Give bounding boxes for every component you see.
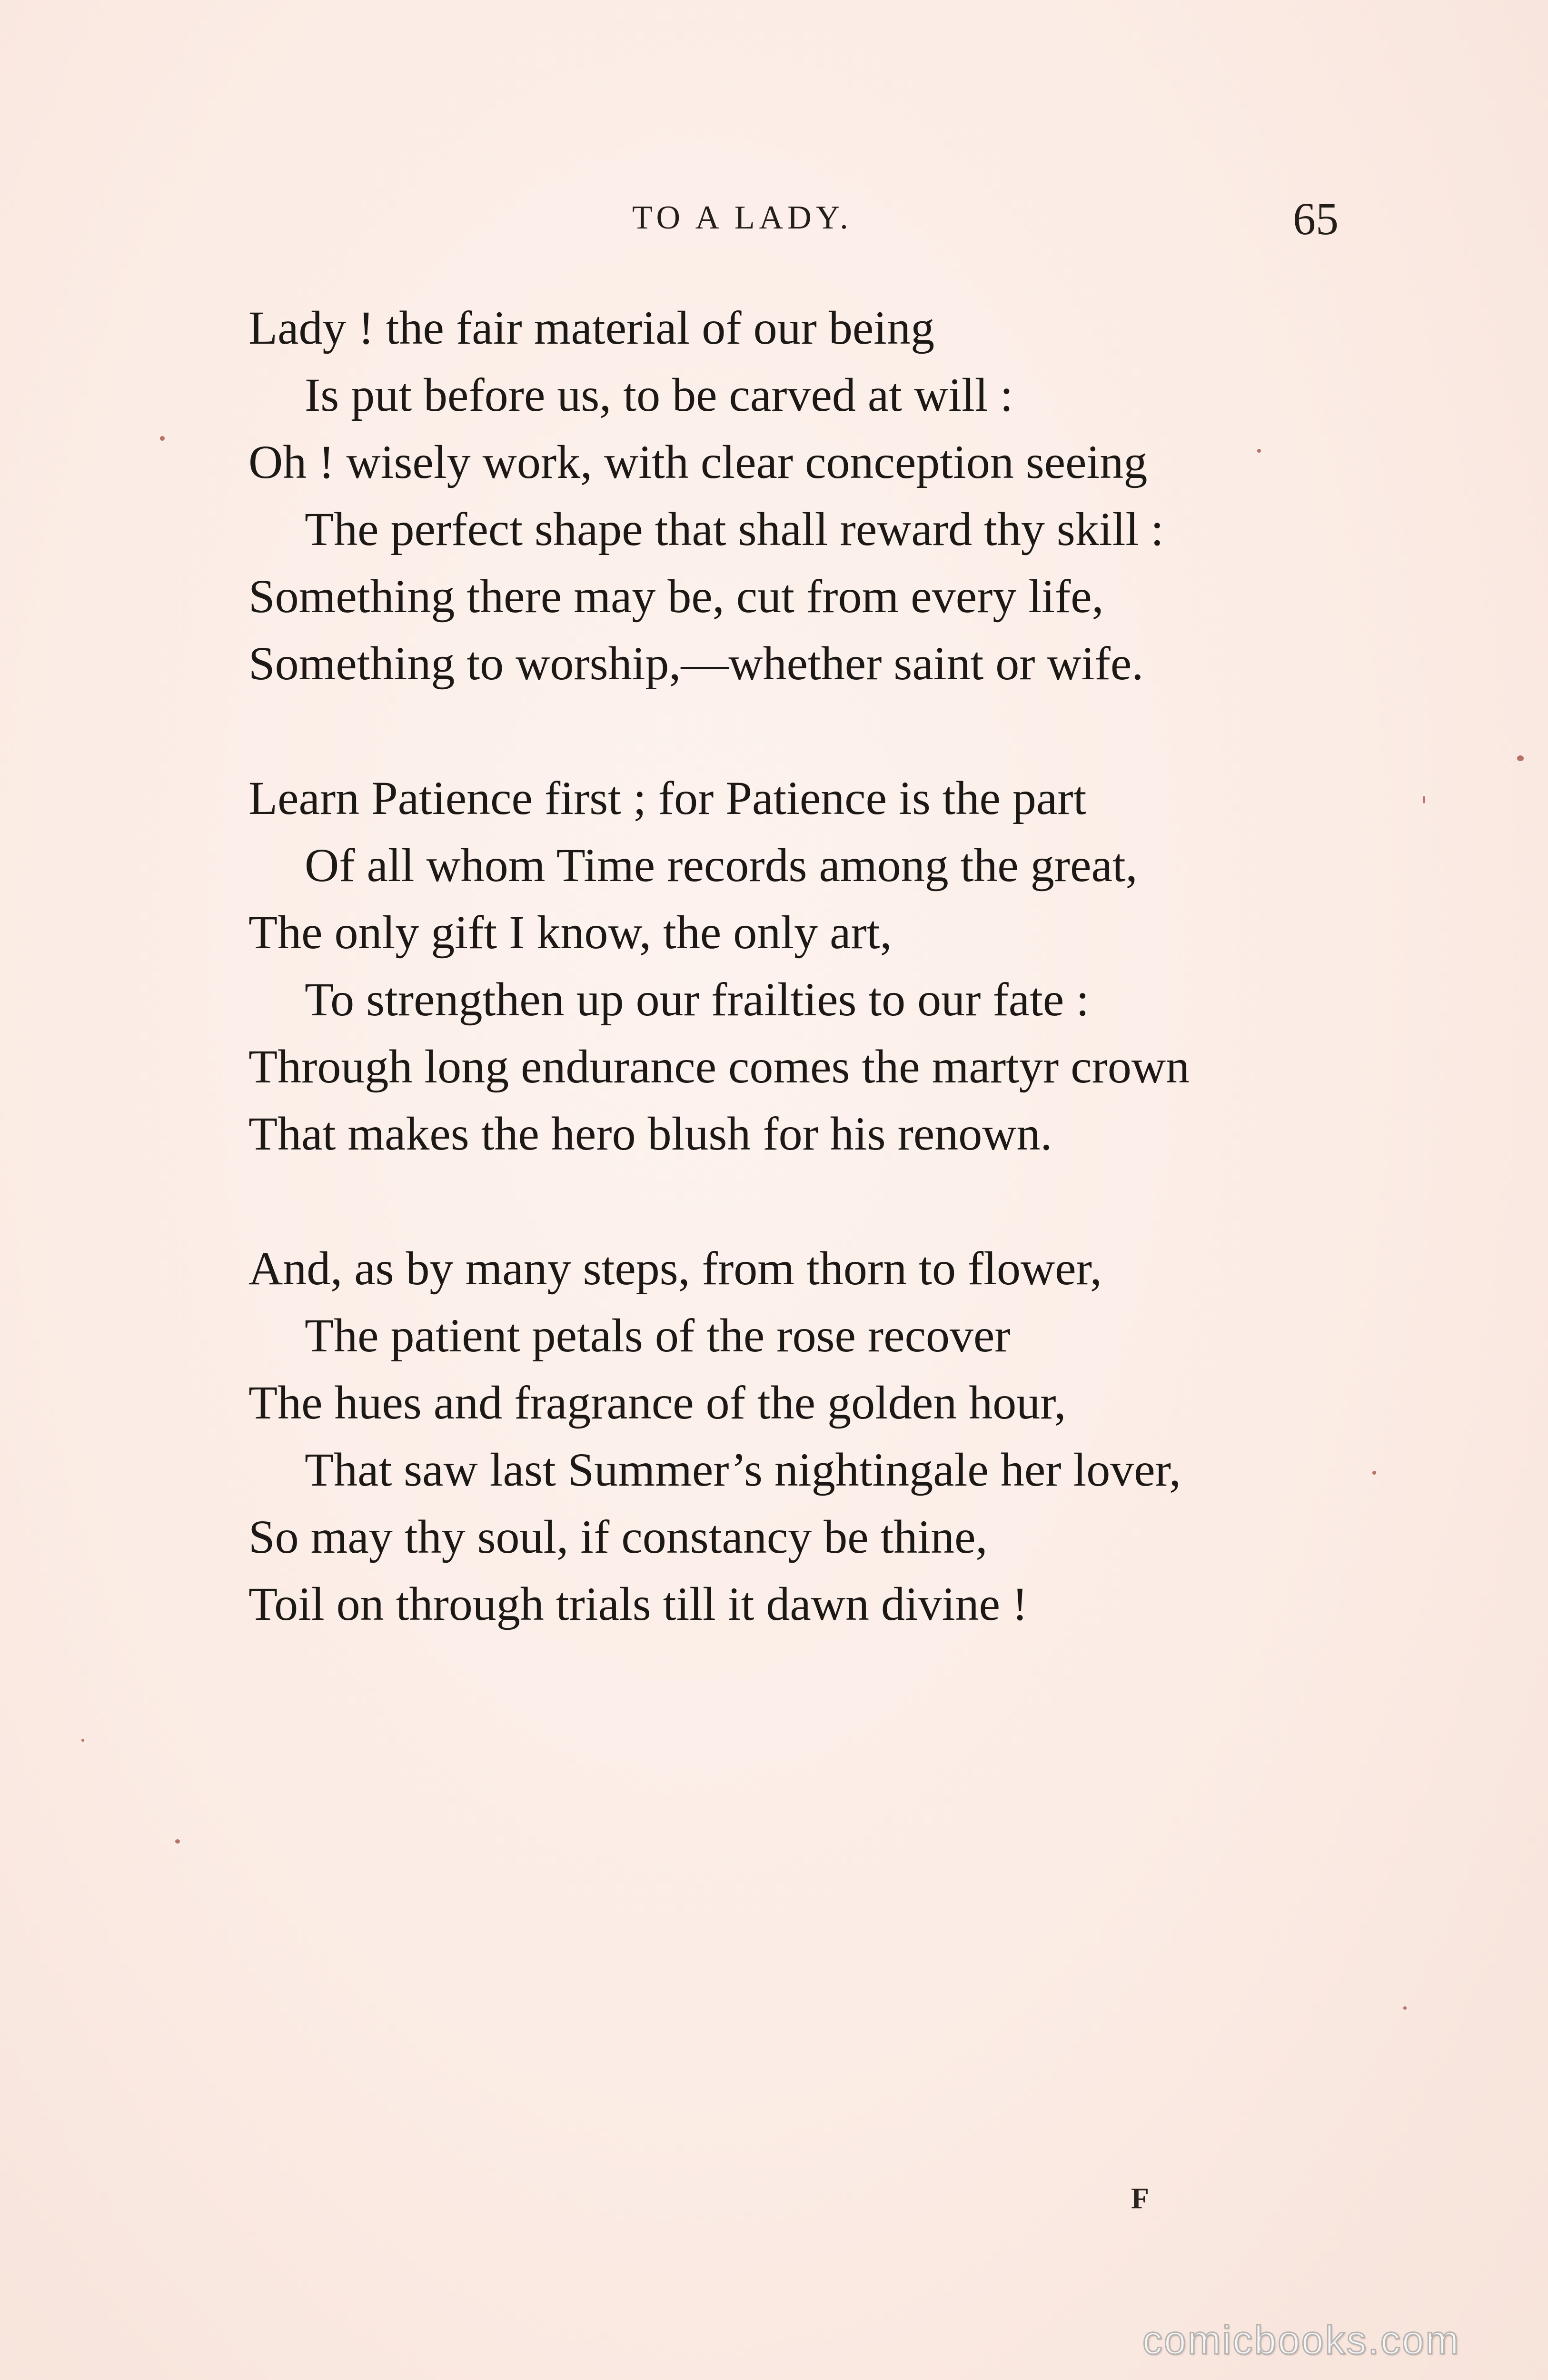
watermark: comicbooks.com [1142, 2318, 1460, 2362]
stanza [248, 764, 1343, 1167]
paper-speck [1372, 1471, 1376, 1475]
poem-line: The perfect shape that shall reward thy skill : [305, 503, 1164, 555]
poem-line: And, as by many steps, from thorn to flower, [248, 1242, 1102, 1295]
paper-speck [1403, 2006, 1407, 2010]
poem-line: Toil on through trials till it dawn divine ! [248, 1577, 1028, 1630]
stanza [248, 1235, 1343, 1637]
poem-line: The only gift I know, the only art, [248, 906, 892, 959]
signature-mark: F [1131, 2182, 1149, 2215]
paper-speck [81, 1739, 84, 1742]
stanza [248, 294, 1343, 697]
poem-line: Learn Patience first ; for Patience is the part [248, 772, 1087, 824]
paper-speck [1423, 796, 1425, 803]
poem-line: That saw last Summer’s nightingale her lover, [305, 1443, 1181, 1496]
poem-line: Lady ! the fair material of our being [248, 301, 935, 354]
paper-speck [1517, 755, 1524, 761]
page-number: 65 [1293, 193, 1339, 244]
poem-line: Something there may be, cut from every life, [248, 570, 1104, 623]
poem-line: The patient petals of the rose recover [305, 1309, 1011, 1362]
poem-line: The hues and fragrance of the golden hour, [248, 1376, 1066, 1429]
poem-line: Through long endurance comes the martyr crown [248, 1040, 1190, 1093]
paper-speck [175, 1839, 180, 1844]
poem-line: Is put before us, to be carved at will : [305, 368, 1013, 421]
poem-line: To strengthen up our frailties to our fate : [305, 973, 1090, 1026]
poem [248, 294, 1343, 1705]
poem-line: So may thy soul, if constancy be thine, [248, 1510, 988, 1563]
poem-line: Something to worship,—whether saint or wife. [248, 637, 1144, 690]
poem-line: Of all whom Time records among the great, [305, 839, 1138, 892]
running-title: TO A LADY. [632, 199, 853, 236]
poem-line: That makes the hero blush for his renown. [248, 1107, 1052, 1160]
poem-line: Oh ! wisely work, with clear conception seeing [248, 436, 1148, 488]
paper-speck [1257, 449, 1261, 453]
paper-speck [160, 436, 165, 441]
